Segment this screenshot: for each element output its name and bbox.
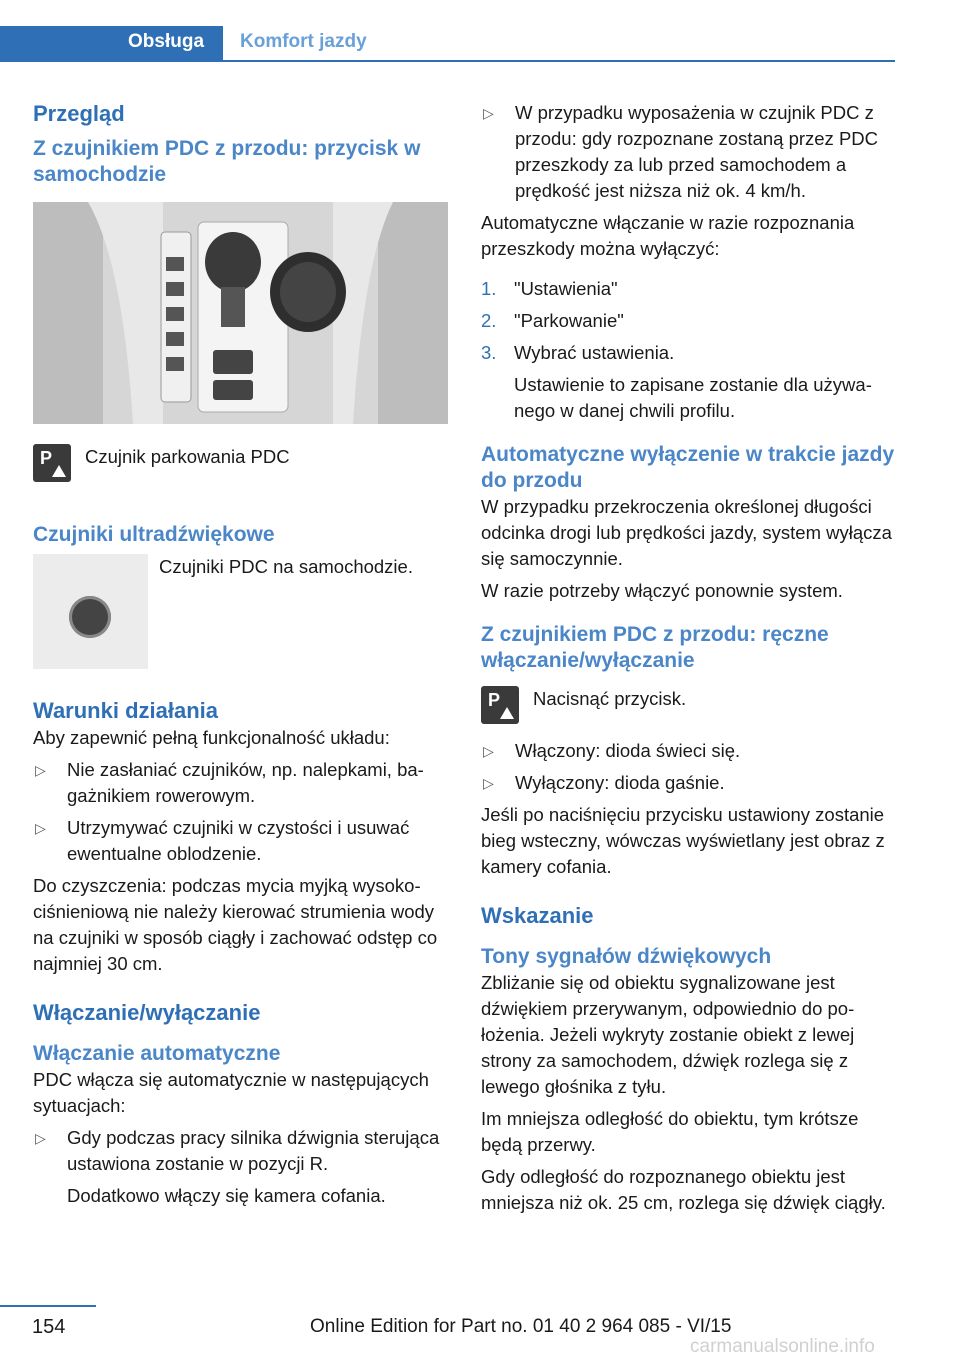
sensor-row [33, 554, 448, 669]
left-column [33, 100, 448, 1209]
conditions-bullet-2: ▷ Utrzymywać czujniki w czystości i usuwać ewentualne oblodzenie. [35, 817, 410, 864]
heading-manual: Z czujnikiem PDC z przodu: ręczne włączanie/wyłączanie [481, 623, 829, 672]
console-image [33, 202, 448, 424]
heading-on-off: Włączanie/wyłączanie [33, 1000, 261, 1025]
manual-bullet-2: ▷ Wyłączony: dioda gaśnie. [483, 772, 725, 793]
reverse-text: Jeśli po naciśnięciu przycisku ustawiony zostanie bieg wsteczny, wówczas wyświetlany jest obraz z kamery cofania. [481, 804, 885, 877]
heading-ultrasonic-sensors: Czujniki ultradźwiękowe [33, 523, 275, 546]
tones-text-3: Gdy odległość do rozpoznanego obiektu jest mniejsza niż ok. 25 cm, rozlega się dźwięk ciągły. [481, 1166, 886, 1213]
step-2: 2. "Parkowanie" [481, 310, 624, 331]
heading-front-button: Z czujnikiem PDC z przodu: przycisk w samochodzie [33, 137, 421, 186]
watermark: carmanualsonline.info [690, 1336, 875, 1357]
conditions-bullet-1: ▷ Nie zasłaniać czujników, np. nalepkami, bagażnikiem rowerowym. [35, 759, 424, 806]
tab-obsluga[interactable]: Obsługa [0, 26, 223, 62]
console-illustration [33, 202, 448, 424]
manual-icon-row [481, 686, 895, 724]
pdc-icon-caption: Czujnik parkowania PDC [85, 446, 290, 467]
heading-auto-on: Włączanie automatyczne [33, 1042, 281, 1065]
pdc-icon: P [33, 444, 71, 482]
heading-display: Wskazanie [481, 903, 594, 928]
auto-bullet: ▷ Gdy podczas pracy silnika dźwignia sterująca ustawiona zostanie w pozycji R. [35, 1127, 440, 1174]
page-number: 154 [32, 1316, 66, 1338]
auto-off-text: W przypadku przekroczenia określonej długości odcinka drogi lub prędkości jazdy, system wyłącza się samoczynnie. [481, 496, 892, 569]
pdc-button-icon: P [481, 686, 519, 724]
steps-note: Ustawienie to zapisane zostanie dla używanego w danej chwili profilu. [514, 374, 872, 421]
pdc-icon-row [33, 444, 448, 482]
sensor-image [33, 554, 148, 669]
header-tabs [0, 26, 895, 62]
step-1: 1. "Ustawienia" [481, 278, 618, 299]
auto-off-text-2: W razie potrzeby włączyć ponownie system. [481, 580, 843, 601]
conditions-intro: Aby zapewnić pełną funkcjonalność układu: [33, 727, 390, 748]
right-column [481, 100, 895, 1216]
tones-text-1: Zbliżanie się od obiektu sygnalizowane jest dźwiękiem przerywanym, odpowiednio do położenia. Jeżeli wykryty zostanie obiekt z lewej strony za samochodem, dźwięk rozlega się z lewego głośnika z tyłu. [481, 972, 855, 1097]
tones-text-2: Im mniejsza odległość do obiektu, tym krótsze będą przerwy. [481, 1108, 859, 1155]
tab-komfort-jazdy[interactable]: Komfort jazdy [240, 31, 367, 52]
footer-edition: Online Edition for Part no. 01 40 2 964 085 - VI/15 [310, 1316, 732, 1337]
auto-off-intro: Automatyczne włączanie w razie rozpoznania przeszkody można wyłączyć: [481, 212, 855, 259]
step-3: 3. Wybrać ustawienia. [481, 342, 675, 363]
heading-conditions: Warunki działania [33, 698, 219, 723]
sensor-dot [69, 596, 111, 638]
auto-note: Dodatkowo włączy się kamera cofania. [67, 1185, 386, 1206]
footer-rule [0, 1305, 96, 1307]
manual-caption: Nacisnąć przycisk. [533, 688, 687, 709]
manual-bullet-1: ▷ Włączony: dioda świeci się. [483, 740, 741, 761]
cleaning-text: Do czyszczenia: podczas mycia myjką wysokociśnieniową nie należy kierować strumienia wody na czujniki w sposób ciągły i zachować odstęp co najmniej 30 cm. [33, 875, 438, 974]
heading-tones: Tony sygnałów dźwiękowych [481, 945, 772, 968]
heading-auto-off: Automatyczne wyłączenie w trakcie jazdy do przodu [481, 443, 895, 492]
front-sensor-bullet: ▷ W przypadku wyposażenia w czujnik PDC z przodu: gdy rozpoznane zostaną przez PDC przeszkody za lub przed samochodem a prędkość jest niższa niż ok. 4 km/h. [483, 102, 879, 201]
heading-overview: Przegląd [33, 101, 125, 126]
sensor-caption: Czujniki PDC na samochodzie. [159, 556, 413, 577]
auto-intro: PDC włącza się automatycznie w następujących sytuacjach: [33, 1069, 429, 1116]
